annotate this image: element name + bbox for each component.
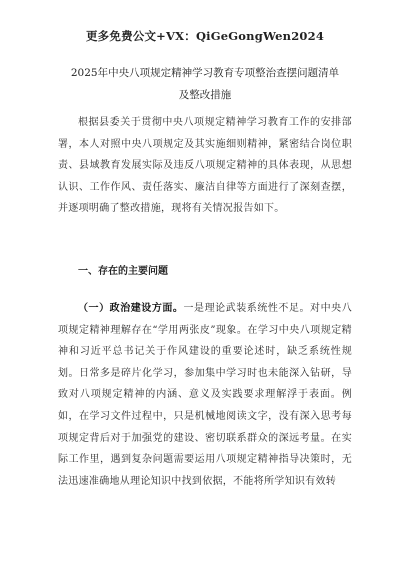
subsection-body: 一是理论武装系统性不足。对中央八项规定精神理解存在“学用两张皮”现象。在学习中央八项规定精神和习近平总书记关于作风建设的重要论述时，缺乏系统性规划。日常多是碎片化学习，参加集中学习时也未能深入钻研，导致对八项规定精神的内涵、意义及实践要求理解浮于表面。例如，在学习文件过程中，只是机械地阅读文字，没有深入思考每项规定背后对于加强党的建设、密切联系群众的深远考量。在实际工作里，遇到复杂问题需要运用八项规定精神指导决策时，无法迅速准确地从理论知识中找到依据，不能将所学知识有效转 [58, 303, 352, 487]
intro-paragraph: 根据县委关于贯彻中央八项规定精神学习教育工作的安排部署，本人对照中央八项规定及其实施细则精神，紧密结合岗位职责、县域教育发展实际及违反八项规定精神的具体表现，从思想认识、工作作风、责任落实、廉洁自律等方面进行了深刻查摆，并逐项明确了整改措施，现将有关情况报告如下。 [58, 117, 352, 215]
document-title-line-1: 2025年中央八项规定精神学习教育专项整治查摆问题清单 [70, 67, 340, 79]
section-1-paragraph [58, 298, 352, 492]
document-title [58, 62, 352, 106]
subsection-heading: （一）政治建设方面。 [78, 303, 184, 314]
document-title-line-2: 及整改措施 [178, 89, 232, 101]
section-heading: 一、存在的主要问题 [78, 266, 168, 277]
watermark-text: 更多免费公文+VX：QiGeGongWen2024 [85, 29, 325, 43]
